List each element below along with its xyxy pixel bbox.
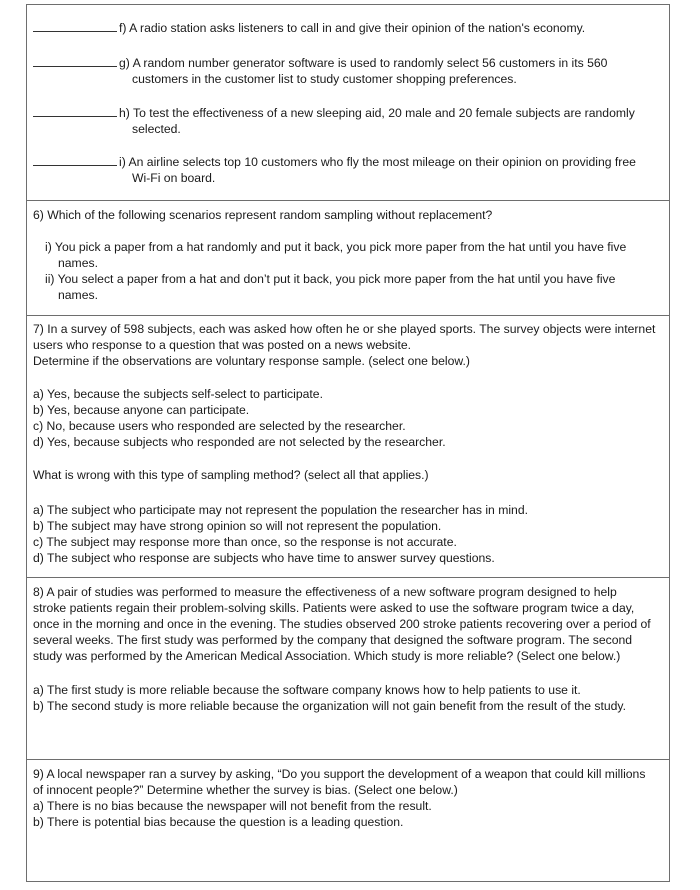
question-8-options bbox=[33, 682, 661, 714]
question-6-option-ii: ii) You select a paper from a hat and don’t put it back, you pick more paper from the hat until you have five names. bbox=[45, 272, 616, 302]
question-7-followup-option-b[interactable]: b) The subject may have strong opinion so will not represent the population. bbox=[33, 519, 442, 533]
question-9-option-b[interactable]: b) There is potential bias because the question is a leading question. bbox=[33, 815, 404, 829]
question-7-followup-option-a[interactable]: a) The subject who participate may not represent the population the researcher has in mind. bbox=[33, 503, 529, 517]
question-7-followup-options bbox=[33, 502, 661, 566]
question-7-followup: What is wrong with this type of sampling method? (select all that applies.) bbox=[33, 468, 429, 482]
answer-blank-g[interactable] bbox=[33, 55, 117, 67]
question-8-option-b[interactable]: b) The second study is more reliable because the organization will not gain benefit from the result of the study. bbox=[33, 699, 627, 713]
question-9 bbox=[27, 760, 669, 881]
answer-blank-f[interactable] bbox=[33, 20, 117, 32]
question-7-options bbox=[33, 386, 661, 450]
question-6 bbox=[27, 201, 669, 316]
question-7-followup-option-d[interactable]: d) The subject who response are subjects who have time to answer survey questions. bbox=[33, 551, 495, 565]
question-9-options bbox=[33, 798, 661, 830]
answer-blank-i[interactable] bbox=[33, 154, 117, 166]
question-9-option-a[interactable]: a) There is no bias because the newspaper will not benefit from the result. bbox=[33, 799, 432, 813]
item-h: h) To test the effectiveness of a new sleeping aid, 20 male and 20 female subjects are randomly selected. bbox=[33, 105, 661, 137]
matching-section bbox=[27, 5, 669, 201]
question-7 bbox=[27, 316, 669, 578]
question-6-text: 6) Which of the following scenarios represent random sampling without replacement? bbox=[33, 208, 493, 222]
question-8-option-a[interactable]: a) The first study is more reliable because the software company knows how to help patients to use it. bbox=[33, 683, 581, 697]
item-f: f) A radio station asks listeners to call in and give their opinion of the nation's economy. bbox=[33, 20, 661, 36]
question-7-followup-option-c[interactable]: c) The subject may response more than once, so the response is not accurate. bbox=[33, 535, 457, 549]
worksheet bbox=[26, 4, 670, 882]
item-g: g) A random number generator software is used to randomly select 56 customers in its 560 customers in the customer list to study customer shopping preferences. bbox=[33, 55, 661, 87]
item-i: i) An airline selects top 10 customers who fly the most mileage on their opinion on providing free Wi-Fi on board. bbox=[33, 154, 661, 186]
question-9-text: 9) A local newspaper ran a survey by asking, “Do you support the development of a weapon that could kill millions of innocent people?” Determine whether the survey is bias. (Select one below.) bbox=[33, 767, 646, 797]
question-6-option-i: i) You pick a paper from a hat randomly and put it back, you pick more paper from the hat until you have five names. bbox=[45, 240, 627, 270]
question-7-text: 7) In a survey of 598 subjects, each was asked how often he or she played sports. The survey objects were internet users who response to a question that was posted on a news website. Determine if the observations are voluntary response sample. (select one below.) bbox=[33, 322, 656, 368]
question-8 bbox=[27, 578, 669, 760]
question-7-option-c[interactable]: c) No, because users who responded are selected by the researcher. bbox=[33, 419, 406, 433]
question-7-option-a[interactable]: a) Yes, because the subjects self-select to participate. bbox=[33, 387, 323, 401]
question-7-option-b[interactable]: b) Yes, because anyone can participate. bbox=[33, 403, 250, 417]
question-8-text: 8) A pair of studies was performed to measure the effectiveness of a new software program designed to help stroke patients regain their problem-solving skills. Patients were asked to use the software program twice a day, once in the morning and once in the evening. The studies observed 200 stroke patients recovering over a period of several weeks. The first study was performed by the company that designed the software program. The second study was performed by the American Medical Association. Which study is more reliable? (Select one below.) bbox=[33, 585, 651, 663]
question-7-option-d[interactable]: d) Yes, because subjects who responded are not selected by the researcher. bbox=[33, 435, 446, 449]
answer-blank-h[interactable] bbox=[33, 105, 117, 117]
